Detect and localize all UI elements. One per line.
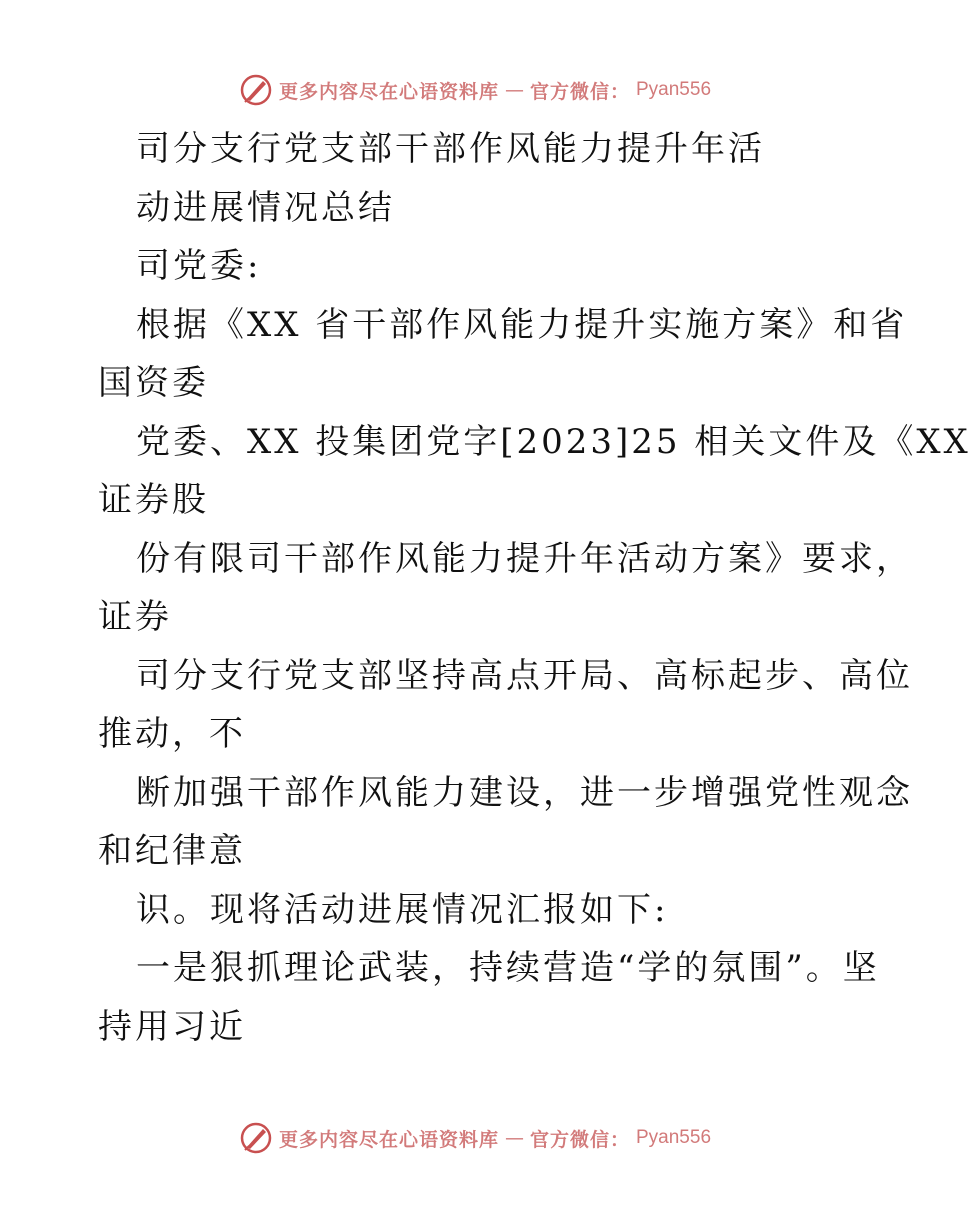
watermark-text: 更多内容尽在心语资料库 [278, 80, 499, 103]
doc-paragraph-line: 断加强干部作风能力建设，进一步增强党性观念 [136, 772, 913, 813]
doc-paragraph-line: 党委、XX 投集团党字[2023]25 相关文件及《XX [136, 421, 971, 462]
doc-paragraph-line: 国资委 [98, 363, 209, 403]
doc-paragraph-line: 和纪律意 [98, 831, 246, 871]
doc-paragraph-line: 识。现将活动进展情况汇报如下: [136, 889, 669, 930]
doc-paragraph-line: 证券 [98, 597, 172, 637]
watermark-separator: — [504, 1127, 524, 1149]
document-body [98, 120, 971, 1056]
doc-paragraph-line: 司分支行党支部坚持高点开局、高标起步、高位 [136, 655, 913, 696]
doc-title-line-2: 动进展情况总结 [136, 187, 395, 228]
watermark-footer [0, 1118, 950, 1158]
watermark-separator: — [504, 79, 524, 101]
doc-paragraph-line: 根据《XX 省干部作风能力提升实施方案》和省 [136, 304, 908, 345]
watermark-contact-label: 官方微信： [529, 1128, 630, 1151]
watermark-header [0, 70, 950, 110]
quill-logo-icon [239, 73, 273, 107]
doc-paragraph-line: 持用习近 [98, 1006, 246, 1047]
doc-paragraph-line: 证券股 [98, 480, 209, 520]
watermark-contact-id: Pyan556 [636, 79, 712, 100]
doc-paragraph-line: 一是狠抓理论武装，持续营造“学的氛围”。坚 [136, 948, 880, 988]
watermark-contact-label: 官方微信： [529, 80, 630, 103]
watermark-text: 更多内容尽在心语资料库 [278, 1128, 499, 1151]
doc-paragraph-line: 推动，不 [98, 714, 246, 754]
watermark-contact-id: Pyan556 [636, 1127, 712, 1148]
quill-logo-icon [239, 1121, 273, 1155]
doc-paragraph-line: 份有限司干部作风能力提升年活动方案》要求， [136, 538, 913, 579]
doc-title-line-1: 司分支行党支部干部作风能力提升年活 [136, 129, 765, 169]
doc-salutation: 司党委: [136, 246, 262, 286]
